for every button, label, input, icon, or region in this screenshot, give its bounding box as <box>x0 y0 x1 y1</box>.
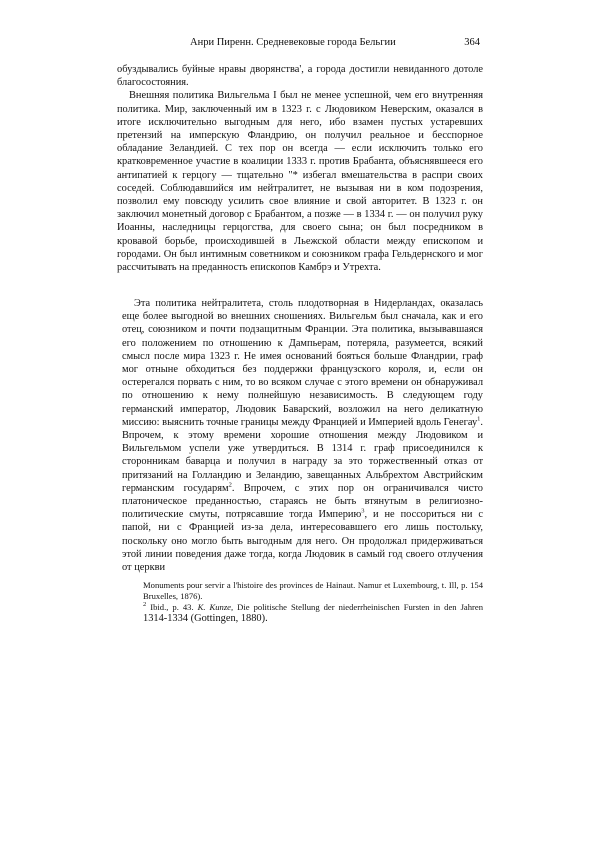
footnote-2-author: K. Kunze, <box>197 602 234 612</box>
footnote-ref-1: 1 <box>477 415 481 423</box>
paragraph-3 <box>122 297 483 574</box>
footnote-2-ibid: Ibid., p. 43. <box>150 602 194 612</box>
footnote-2-title: Die politische Stellung der niederrheinischen Fursten in den Jahren <box>237 602 484 612</box>
paragraph-3-part-c: . Впрочем, с этих пор он ограничивался чисто платоническое преданностью, стараясь не быть втянутым в религиозно-политические смуты, потрясавшие тогда Империю <box>122 482 484 521</box>
footnote-2-mark: 2 <box>143 601 147 609</box>
page-number: 364 <box>464 37 480 48</box>
main-text-continued <box>122 297 483 574</box>
paragraph-2: Внешняя политика Вильгельма I был не менее успешной, чем его внутренняя политика. Мир, заключенный им в 1323 г. с Людовиком Неверским, оказался в итоге исключительно выгодным для него, ибо взамен пустых устаревших претензий на имперскую Фландрию, он получил реальное и бесспорное обладание Зеландией. С тех пор он всегда — если исключить только его кратковременное участие в коалиции 1333 г. против Брабанта, объяснявшееся его антипатией к герцогу — тщательно "* избегал вмешательства в распри своих соседей. Соблюдавшийся им нейтралитет, не вызывая ни в ком подозрения, позволил ему повсюду усилить свое влияние и свой авторитет. В 1323 г. он заключил монетный договор с Брабантом, а позже — в 1334 г. — он получил руку Иоанны, наследницы герцогства, для своего сына; он был посредником в кровавой борьбе, происходившей в Льежской области между епископом и городами. Он был интимным советником и союзником графа Гельдернского и мог рассчитывать на преданность епископов Камбрэ и Утрехта. <box>117 90 483 274</box>
footnotes <box>143 580 483 624</box>
paragraph-1: обуздывались буйные нравы дворянства', а города достигли невиданного дотоле благосостояния. <box>117 64 483 89</box>
running-header <box>190 37 480 48</box>
footnote-ref-3: 3 <box>361 507 365 515</box>
paragraph-3-part-a: Эта политика нейтралитета, столь плодотворная в Нидерландах, оказалась еще более выгодной во внешних сношениях. Вильгельм был сначала, как и его отец, союзником и почти подзащитным Франции. Эта политика, вызывавшаяся его положением по отношению к Дампьерам, потеряла, разумеется, всякий смысл после мира 1323 г. Не имея оснований бояться больше Фландрии, граф мог отныне обходиться без поддержки французского короля, и, если он остерегался порвать с ним, то во всяком случае с этого времени он обнаруживал по отношению к нему полнейшую независимость. В следующем году германский император, Людовик Баварский, возложил на него деликатную миссию: выяснить точные границы между Францией и Империей вдоль Генегау <box>122 298 483 428</box>
paragraph-3-part-d: , и не поссориться ни с папой, ни с Францией из-за дела, интересовавшего его лишь постольку, поскольку оно могло быть выгодным для него. Он продолжал придерживаться этой линии поведения даже тогда, когда Людовик в самый год своего отлучения от церкви <box>122 509 483 574</box>
footnote-ref-2: 2 <box>228 481 232 489</box>
running-title: Анри Пиренн. Средневековые города Бельгии <box>190 37 396 48</box>
paragraph-3-part-b: . Впрочем, к этому времени хорошие отношения между Людовиком и Вильгельмом успели уже утвердиться. В 1314 г. граф присоединился к сторонникам баварца и получил в награду за это торжественный отказ от притязаний на Голландию и Зеландию, завещанных Альбрехтом Австрийским германским государям <box>122 416 483 494</box>
footnote-2 <box>143 602 483 624</box>
footnote-1: Monuments pour servir a l'histoire des provinces de Hainaut. Namur et Luxembourg, t. Ill, p. 154 Bruxelles, 1876). <box>143 580 483 601</box>
main-text <box>117 63 483 274</box>
footnote-2-years: 1314-1334 (Gottingen, 1880). <box>143 613 268 624</box>
